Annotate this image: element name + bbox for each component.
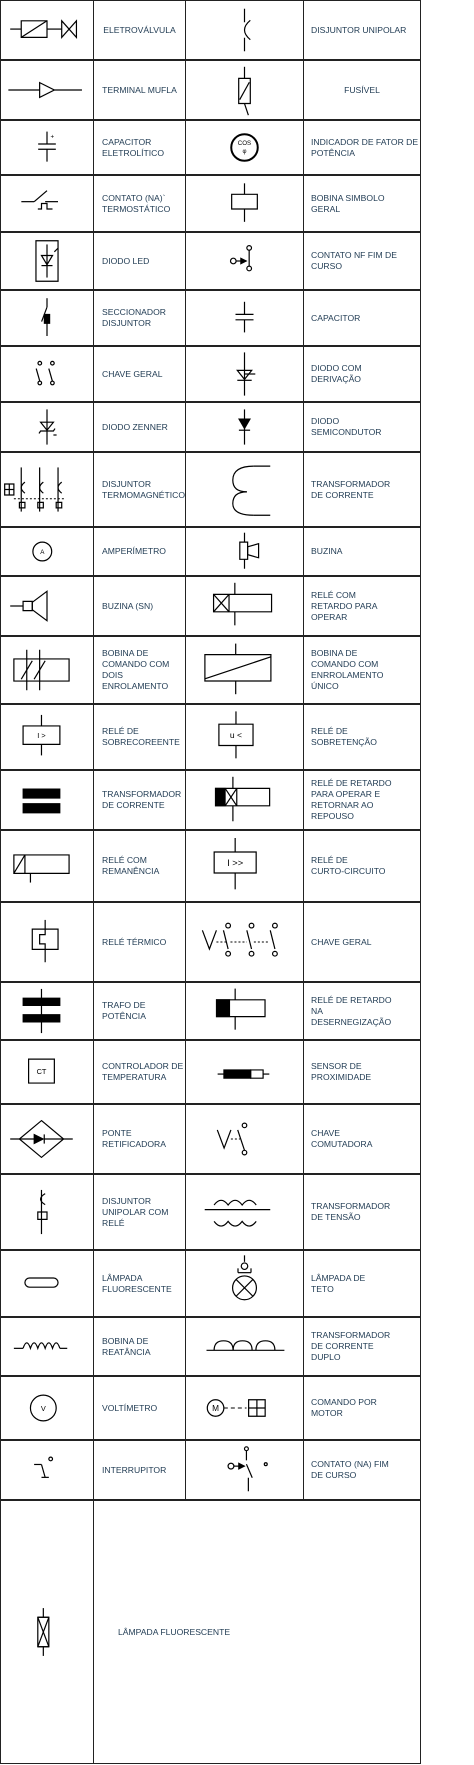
short-circuit-relay-icon (186, 831, 303, 901)
symbol-cell (185, 1250, 304, 1317)
symbol-cell (185, 830, 304, 902)
delay-off-relay-icon (186, 983, 303, 1039)
symbol-cell (0, 120, 94, 175)
label-cell (303, 0, 421, 60)
symbol-label: RELÉ COM REMANÊNCIA (102, 855, 160, 876)
symbol-label: RELÉ COM RETARDO PARA OPERAR (311, 589, 378, 622)
table-row (0, 770, 474, 830)
ceiling-lamp-icon (186, 1251, 303, 1316)
symbol-label: CAPACITOR (311, 312, 361, 323)
current-transformer-bars-icon (1, 771, 93, 829)
symbol-cell (0, 636, 94, 704)
symbol-cell (185, 1317, 304, 1376)
table-row (0, 902, 474, 982)
label-cell (303, 527, 421, 576)
voltmeter-icon (1, 1377, 93, 1439)
symbol-cell (0, 902, 94, 982)
symbol-cell (0, 60, 94, 120)
symbol-cell (185, 770, 304, 830)
symbol-label: CHAVE COMUTADORA (311, 1128, 373, 1149)
symbol-label: DISJUNTOR TERMOMAGNÉTICO (102, 478, 186, 500)
capacitor-icon (186, 291, 303, 345)
symbol-label: PONTE RETIFICADORA (102, 1128, 166, 1149)
svg-text:+: + (50, 133, 55, 141)
dual-winding-coil-icon (1, 637, 93, 703)
power-factor-meter-icon (186, 121, 303, 174)
diode-icon (186, 403, 303, 451)
symbol-label: DISJUNTOR UNIPOLAR COM RELÉ (102, 1195, 169, 1228)
symbol-cell (0, 1440, 94, 1500)
single-winding-coil-icon (186, 637, 303, 703)
symbol-label: TRANSFORMADOR DE TENSÃO (311, 1201, 391, 1222)
label-cell (303, 1174, 421, 1250)
symbol-label: RELÉ DE SOBRETENÇÃO (311, 726, 377, 747)
symbol-label: DIODO ZENNER (102, 421, 168, 432)
symbol-label: CONTATO NF FIM DE CURSO (311, 250, 397, 271)
table-row (0, 1376, 474, 1440)
label-cell (93, 1376, 186, 1440)
symbol-cell (185, 1440, 304, 1500)
symbol-cell (0, 175, 94, 232)
symbol-cell (185, 452, 304, 527)
symbol-text: CT (36, 1066, 47, 1076)
table-row (0, 1174, 474, 1250)
symbol-text: u < (229, 730, 243, 741)
symbol-cell (185, 636, 304, 704)
label-cell (303, 1250, 421, 1317)
symbol-cell (0, 1376, 94, 1440)
label-cell (93, 770, 186, 830)
symbol-cell (185, 175, 304, 232)
symbol-cell (0, 770, 94, 830)
symbol-text: φ (242, 147, 247, 155)
label-cell (93, 1040, 186, 1104)
motor-operated-icon (186, 1377, 303, 1439)
table-row (0, 60, 474, 120)
main-switch-icon (1, 347, 93, 401)
symbol-text: M (212, 1404, 220, 1414)
symbol-cell (185, 704, 304, 770)
single-pole-breaker-icon (186, 1, 303, 59)
symbol-cell (185, 1376, 304, 1440)
symbol-label: BUZINA (SN) (102, 600, 154, 611)
table-row (0, 576, 474, 636)
label-cell (93, 346, 186, 402)
label-cell (303, 902, 421, 982)
symbol-label: BOBINA DE COMANDO COM ENRROLAMENTO ÚNICO (311, 648, 384, 691)
symbol-text: I >> (227, 858, 244, 868)
symbol-cell (185, 290, 304, 346)
symbol-cell (0, 527, 94, 576)
symbol-label: AMPERÍMETRO (102, 546, 166, 556)
symbol-cell (0, 1104, 94, 1174)
label-cell (93, 1174, 186, 1250)
label-cell (303, 402, 421, 452)
symbol-label: RELÉ TÉRMICO (102, 936, 167, 947)
symbol-cell (185, 346, 304, 402)
fuse-icon (186, 61, 303, 119)
three-pole-switch-icon (186, 903, 303, 981)
symbol-label: LÂMPADA FLUORESCENTE (118, 1626, 231, 1637)
label-cell (93, 120, 186, 175)
label-cell (93, 1317, 186, 1376)
symbol-cell (0, 982, 94, 1040)
label-cell (93, 232, 186, 290)
reactor-coil-icon (1, 1318, 93, 1375)
symbol-label: DIODO SEMICONDUTOR (311, 416, 382, 437)
horn-icon (186, 528, 303, 575)
label-cell (93, 1440, 186, 1500)
symbol-cell (185, 1104, 304, 1174)
symbol-label: COMANDO POR MOTOR (311, 1397, 377, 1418)
symbol-label: BOBINA DE REATÂNCIA (102, 1335, 151, 1357)
breaker-with-relay-icon (1, 1175, 93, 1249)
table-row (0, 982, 474, 1040)
table-row (0, 830, 474, 902)
label-cell (303, 1317, 421, 1376)
coil-icon (186, 176, 303, 231)
label-cell (303, 1104, 421, 1174)
label-cell (303, 704, 421, 770)
symbol-label: SECCIONADOR DISJUNTOR (102, 307, 166, 328)
symbol-label: TRANSFORMADOR DE CORRENTE (102, 789, 182, 810)
symbol-cell (0, 1250, 94, 1317)
label-cell (303, 636, 421, 704)
symbol-cell (185, 1040, 304, 1104)
symbol-cell (0, 1040, 94, 1104)
table-row (0, 402, 474, 452)
electrolytic-capacitor-icon (1, 121, 93, 174)
symbol-cell (0, 1174, 94, 1250)
table-row (0, 0, 474, 60)
switch-icon (1, 1441, 93, 1499)
symbol-cell (0, 830, 94, 902)
label-cell (303, 982, 421, 1040)
label-cell (93, 830, 186, 902)
symbol-cell (185, 0, 304, 60)
power-transformer-icon (1, 983, 93, 1039)
symbol-text: V (40, 1403, 46, 1413)
symbol-label: TRAFO DE POTÊNCIA (102, 1000, 146, 1021)
label-cell (93, 902, 186, 982)
label-cell (303, 120, 421, 175)
delay-on-relay-icon (186, 577, 303, 635)
symbol-cell (185, 120, 304, 175)
label-cell (93, 402, 186, 452)
table-row (0, 1040, 474, 1104)
tapped-diode-icon (186, 347, 303, 401)
symbol-label: BUZINA (311, 546, 343, 556)
changeover-switch-icon (186, 1105, 303, 1173)
label-cell (303, 830, 421, 902)
label-cell (93, 0, 186, 60)
label-cell (303, 770, 421, 830)
symbol-cell (185, 982, 304, 1040)
symbol-label: RELÉ DE SOBRECOREENTE (102, 726, 180, 747)
label-cell (93, 175, 186, 232)
table-row (0, 346, 474, 402)
symbol-label: BOBINA DE COMANDO COM DOIS ENROLAMENTO (102, 648, 170, 691)
symbol-label: FUSÍVEL (344, 84, 380, 95)
label-cell (303, 1376, 421, 1440)
table-row (0, 527, 474, 576)
label-cell (303, 576, 421, 636)
symbol-label: LÂMPADA FLUORESCENTE (102, 1272, 172, 1294)
table-row (0, 636, 474, 704)
symbol-label: TRANSFORMADOR DE CORRENTE (311, 478, 391, 500)
symbol-cell (185, 232, 304, 290)
symbol-label: CONTATO (NA) FIM DE CURSO (311, 1459, 389, 1480)
table-row (0, 1104, 474, 1174)
table-row (0, 120, 474, 175)
fluorescent-tube-icon (1, 1251, 93, 1316)
undervoltage-relay-icon (186, 705, 303, 769)
symbol-label: INTERRUPITOR (102, 1464, 167, 1475)
symbol-cell (0, 402, 94, 452)
symbol-label: RELÉ DE CURTO-CIRCUITO (311, 855, 386, 876)
cable-terminal-icon (1, 61, 93, 119)
label-cell (93, 527, 186, 576)
led-icon (1, 233, 93, 289)
symbol-label: DISJUNTOR UNIPOLAR (311, 24, 407, 35)
symbol-label: INDICADOR DE FATOR DE POTÊNCIA (311, 136, 419, 158)
label-cell (303, 1040, 421, 1104)
table-row (0, 1500, 474, 1764)
double-current-transformer-icon (186, 1318, 303, 1375)
temperature-controller-icon (1, 1041, 93, 1103)
symbol-cell (0, 452, 94, 527)
label-cell (93, 290, 186, 346)
label-cell (93, 636, 186, 704)
symbol-label: CONTROLADOR DE TEMPERATURA (102, 1061, 184, 1082)
horn-sn-icon (1, 577, 93, 635)
symbol-cell (185, 902, 304, 982)
current-transformer-icon (186, 453, 303, 526)
symbol-label: CONTATO (NA)` TERMOSTÁTICO (102, 192, 171, 214)
nc-limit-contact-icon (186, 233, 303, 289)
symbol-label: CHAVE GERAL (102, 368, 163, 379)
symbol-label: TERMINAL MUFLA (102, 84, 177, 95)
voltage-transformer-icon (186, 1175, 303, 1249)
label-cell (303, 290, 421, 346)
disconnector-icon (1, 291, 93, 345)
symbol-label: DIODO COM DERIVAÇÃO (311, 363, 362, 384)
symbol-label: BOBINA SIMBOLO GERAL (311, 192, 385, 214)
remanence-relay-icon (1, 831, 93, 901)
solenoid-valve-icon (1, 1, 93, 59)
proximity-sensor-icon (186, 1041, 303, 1103)
symbol-label: CAPACITOR ELETROLÍTICO (102, 136, 165, 158)
symbol-label: ELETROVÁLVULA (103, 24, 176, 35)
overcurrent-relay-icon (1, 705, 93, 769)
label-cell (93, 452, 186, 527)
label-cell (93, 982, 186, 1040)
symbol-cell (0, 1317, 94, 1376)
table-row (0, 1250, 474, 1317)
table-row (0, 704, 474, 770)
symbol-cell (185, 576, 304, 636)
symbol-text: COS (237, 139, 252, 147)
label-cell (93, 1500, 421, 1764)
thermal-relay-icon (1, 903, 93, 981)
symbol-cell (0, 346, 94, 402)
symbol-label: VOLTÍMETRO (102, 1402, 158, 1413)
symbol-label: LÂMPADA DE TETO (311, 1272, 366, 1294)
symbol-label: SENSOR DE PROXIMIDADE (311, 1061, 372, 1082)
table-row (0, 452, 474, 527)
symbol-label: RELÉ DE RETARDO PARA OPERAR E RETORNAR AO REPOUSO (311, 778, 392, 821)
label-cell (93, 1104, 186, 1174)
label-cell (93, 1250, 186, 1317)
table-row (0, 232, 474, 290)
thermomagnetic-breaker-icon (1, 453, 93, 526)
symbol-label: DIODO LED (102, 255, 150, 266)
label-cell (93, 576, 186, 636)
fluorescent-lamp-icon (1, 1501, 93, 1763)
symbol-cell (0, 290, 94, 346)
symbol-cell (0, 576, 94, 636)
table-row (0, 290, 474, 346)
table-row (0, 1317, 474, 1376)
label-cell (303, 452, 421, 527)
label-cell (303, 346, 421, 402)
symbol-cell (0, 704, 94, 770)
ammeter-icon (1, 528, 93, 575)
thermostatic-contact-icon (1, 176, 93, 231)
symbol-text: A (40, 548, 45, 556)
symbol-cell (185, 60, 304, 120)
zener-diode-icon (1, 403, 93, 451)
no-limit-contact-icon (186, 1441, 303, 1499)
symbol-text: I > (37, 730, 46, 740)
label-cell (93, 704, 186, 770)
symbol-cell (0, 232, 94, 290)
symbol-cell (0, 1500, 94, 1764)
symbol-label: CHAVE GERAL (311, 936, 372, 947)
symbol-cell (185, 527, 304, 576)
table-row (0, 175, 474, 232)
symbol-label: RELÉ DE RETARDO NA DESERNEGIZAÇÃO (311, 994, 392, 1027)
table-row (0, 1440, 474, 1500)
label-cell (303, 232, 421, 290)
label-cell (303, 175, 421, 232)
symbol-cell (0, 0, 94, 60)
label-cell (303, 1440, 421, 1500)
symbol-cell (185, 402, 304, 452)
label-cell (93, 60, 186, 120)
delay-on-off-relay-icon (186, 771, 303, 829)
symbol-label: TRANSFORMADOR DE CORRENTE DUPLO (311, 1330, 391, 1362)
symbol-cell (185, 1174, 304, 1250)
bridge-rectifier-icon (1, 1105, 93, 1173)
label-cell (303, 60, 421, 120)
